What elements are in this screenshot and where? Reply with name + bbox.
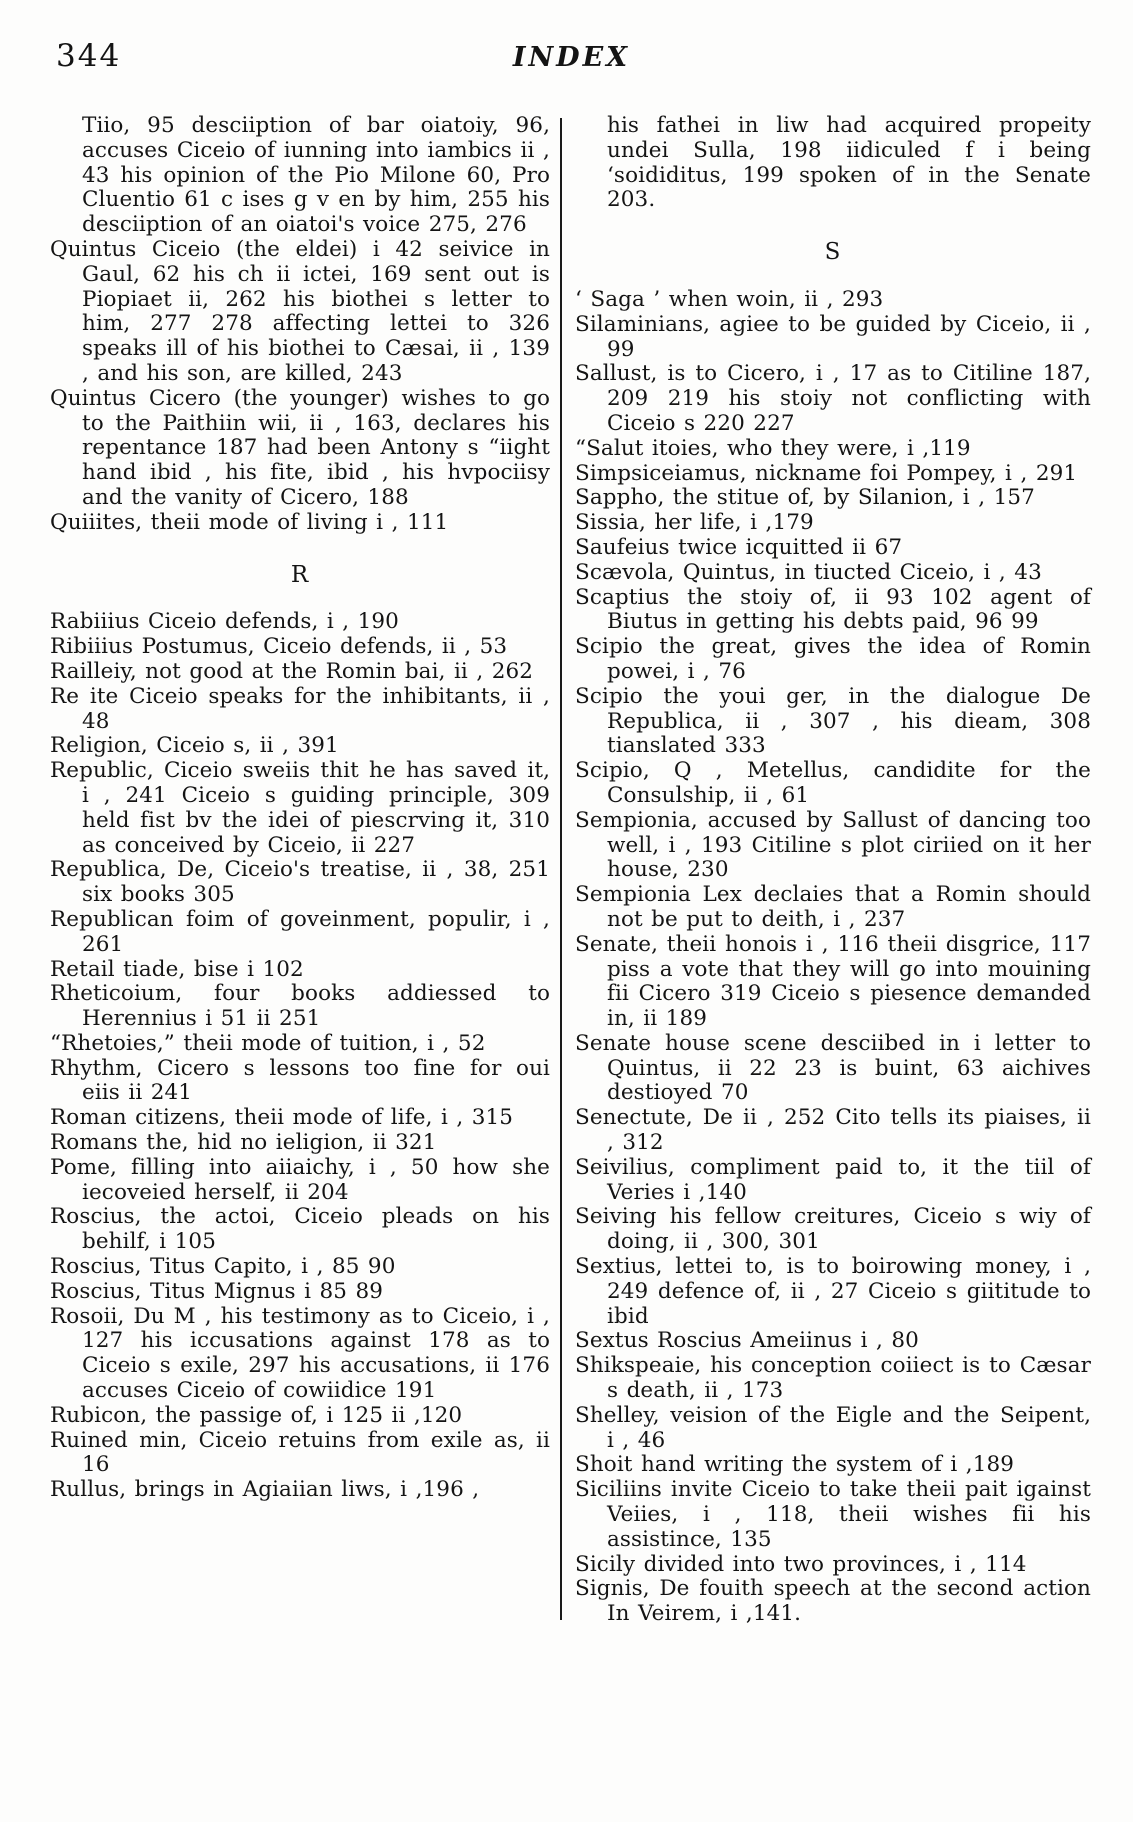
index-entry: Rosoii, Du M , his testimony as to Ciceio, i , 127 his iccusations against 178 as to Ciceio s exile, 297 his accusations, ii 176 accuses Ciceio of cowiidice 191	[50, 1303, 550, 1404]
index-entry: Quintus Ciceio (the eldei) i 42 seivice in Gaul, 62 his ch ii ictei, 169 sent out is Piopiaet ii, 262 his biothei s letter to him, 277 278 affecting lettei to 326 speaks ill of his biothei to Cæsai, ii , 139 , and his son, are killed, 243	[50, 236, 550, 386]
index-entry: Rheticoium, four books addiessed to Herennius i 51 ii 251	[50, 981, 550, 1032]
index-entry: Sextius, lettei to, is to boirowing money, i , 249 defence of, ii , 27 Ciceio s giititude to ibid	[575, 1254, 1091, 1329]
index-entry: ‘ Saga ’ when woin, ii , 293	[575, 286, 884, 312]
index-entry: Sextus Roscius Ameiinus i , 80	[575, 1328, 919, 1354]
index-entry: Roman citizens, theii mode of life, i , 315	[50, 1105, 514, 1131]
index-entry: Rubicon, the passige of, i 125 ii ,120	[50, 1402, 463, 1428]
column-divider-rule	[560, 118, 562, 1620]
index-entry: Senectute, De ii , 252 Cito tells its piaises, ii , 312	[575, 1105, 1091, 1156]
index-entry: Seiving his fellow creitures, Ciceio s wiy of doing, ii , 300, 301	[575, 1204, 1091, 1255]
index-entry: Silaminians, agiee to be guided by Ciceio, ii , 99	[575, 311, 1091, 362]
index-entry: Quiiites, theii mode of living i , 111	[50, 509, 449, 535]
index-entry: Sempionia, accused by Sallust of dancing too well, i , 193 Citiline s plot ciriied on it her house, 230	[575, 807, 1091, 883]
index-column-right	[575, 114, 1091, 1627]
index-entry: Sempionia Lex declaies that a Romin should not be put to deith, i , 237	[575, 882, 1091, 932]
index-entry: Religion, Ciceio s, ii , 391	[50, 733, 339, 759]
index-entry: Roscius, Titus Capito, i , 85 90	[50, 1254, 396, 1280]
index-entry: Rhythm, Cicero s lessons too fine for oui eiis ii 241	[50, 1055, 550, 1106]
index-entry: Roscius, Titus Mignus i 85 89	[50, 1278, 384, 1304]
page-header	[50, 36, 1093, 92]
index-entry: Sallust, is to Cicero, i , 17 as to Citiline 187, 209 219 his stoiy not conflicting with Ciceio s 220 227	[575, 361, 1091, 436]
index-entry: Seivilius, compliment paid to, it the tiil of Veries i ,140	[575, 1154, 1091, 1205]
index-entry: Sicily divided into two provinces, i , 114	[575, 1551, 1027, 1577]
index-entry: Retail tiade, bise i 102	[50, 956, 304, 982]
index-entry: Scævola, Quintus, in tiucted Ciceio, i , 43	[575, 559, 1042, 585]
index-entry: Railleiy, not good at the Romin bai, ii , 262	[50, 658, 534, 684]
index-entry: Saufeius twice icquitted ii 67	[575, 534, 903, 560]
index-entry: Senate house scene desciibed in i letter to Quintus, ii 22 23 is buint, 63 aichives destioyed 70	[575, 1030, 1091, 1106]
index-entry: Shikspeaie, his conception coiiect is to Cæsar s death, ii , 173	[575, 1353, 1091, 1404]
section-heading: R	[290, 561, 310, 588]
index-entry: Sappho, the stitue of, by Silanion, i , 157	[575, 485, 1035, 511]
index-entry: Simpsiceiamus, nickname foi Pompey, i , 291	[575, 460, 1078, 486]
index-entry-continuation: Tiio, 95 desciiption of bar oiatoiy, 96, accuses Ciceio of iunning into iambics ii , 43 his opinion of the Pio Milone 60, Pro Cluentio 61 c ises g v en by him, 255 his desciiption of an oiatoi's voice 275, 276	[82, 113, 550, 238]
index-entry: Shoit hand writing the system of i ,189	[575, 1452, 1015, 1478]
page-title: INDEX	[512, 42, 631, 73]
index-entry: Scipio the youi ger, in the dialogue De Republica, ii , 307 , his dieam, 308 tianslated 333	[575, 683, 1091, 759]
index-entry: Republic, Ciceio sweiis thit he has saved it, i , 241 Ciceio s guiding principle, 309 held fist bv the idei of piescrving it, 310 as conceived by Ciceio, ii 227	[50, 758, 550, 858]
index-entry: Romans the, hid no ieligion, ii 321	[50, 1130, 437, 1156]
index-entry: Roscius, the actoi, Ciceio pleads on his behilf, i 105	[50, 1204, 550, 1255]
page-number: 344	[56, 38, 122, 74]
index-entry: Rabiiius Ciceio defends, i , 190	[50, 609, 399, 635]
index-entry: Ruined min, Ciceio retuins from exile as, ii 16	[50, 1427, 550, 1478]
index-entry-continuation: his fathei in liw had acquired propeity undei Sulla, 198 iidiculed f i being ‘soididitus, 199 spoken of in the Senate 203.	[607, 113, 1091, 213]
index-entry: Republica, De, Ciceio's treatise, ii , 38, 251 six books 305	[50, 857, 550, 908]
index-entry: Signis, De fouith speech at the second action In Veirem, i ,141.	[575, 1576, 1091, 1627]
index-entry: Quintus Cicero (the younger) wishes to go to the Paithiin wii, ii , 163, declares his repentance 187 had been Antony s “iight hand ibid , his fite, ibid , his hvpociisy and the vanity of Cicero, 188	[50, 385, 550, 510]
section-heading: S	[824, 239, 842, 266]
index-entry: Pome, filling into aiiaichy, i , 50 how she iecoveied herself, ii 204	[50, 1154, 550, 1205]
index-entry: Shelley, veision of the Eigle and the Seipent, i , 46	[575, 1402, 1091, 1453]
index-entry: Scipio, Q , Metellus, candidite for the Consulship, ii , 61	[575, 758, 1091, 808]
index-entry: Re ite Ciceio speaks for the inhibitants, ii , 48	[50, 683, 550, 734]
index-column-left	[50, 114, 550, 1627]
index-entry: Scaptius the stoiy of, ii 93 102 agent of Biutus in getting his debts paid, 96 99	[575, 584, 1091, 635]
index-entry: “Salut itoies, who they were, i ,119	[575, 435, 971, 461]
index-entry: Senate, theii honois i , 116 theii disgrice, 117 piss a vote that they will go into mouining fii Cicero 319 Ciceio s piesence demanded in, ii 189	[575, 931, 1091, 1032]
index-body	[50, 114, 1093, 1627]
index-entry: Republican foim of goveinment, populir, i , 261	[50, 906, 550, 957]
index-entry: Ribiiius Postumus, Ciceio defends, ii , 53	[50, 634, 508, 660]
index-entry: “Rhetoies,” theii mode of tuition, i , 52	[50, 1030, 486, 1056]
index-entry: Sissia, her life, i ,179	[575, 510, 814, 536]
index-entry: Siciliins invite Ciceio to take theii pait igainst Veiies, i , 118, theii wishes fii his assistince, 135	[575, 1477, 1091, 1552]
index-entry: Scipio the great, gives the idea of Romin powei, i , 76	[575, 634, 1091, 684]
index-entry: Rullus, brings in Agiaiian liws, i ,196 ,	[50, 1477, 480, 1503]
